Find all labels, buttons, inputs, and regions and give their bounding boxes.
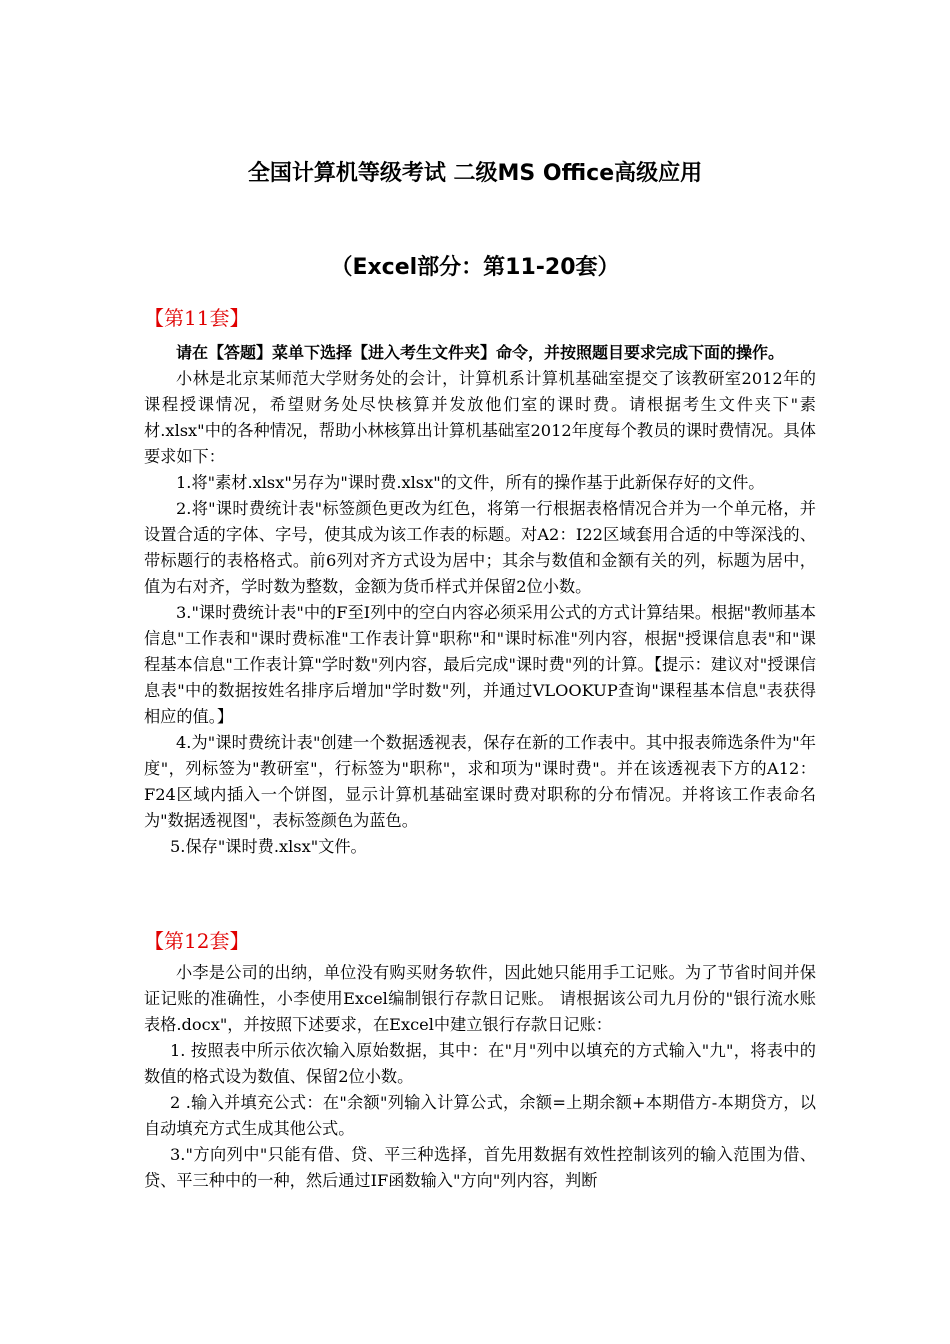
set-12-intro: 小李是公司的出纳，单位没有购买财务软件，因此她只能用手工记账。为了节省时间并保证记账的准确性，小李使用Excel编制银行存款日记账。 请根据该公司九月份的"银行流水账表格.docx"，并按照下述要求，在Excel中建立银行存款日记账： bbox=[144, 963, 816, 1034]
set-11-body bbox=[144, 340, 816, 860]
set-11-instruction: 请在【答题】菜单下选择【进入考生文件夹】命令，并按照题目要求完成下面的操作。 bbox=[176, 343, 785, 362]
set-11-heading: 【第11套】 bbox=[144, 306, 250, 330]
set-11-item-1: 1.将"素材.xlsx"另存为"课时费.xlsx"的文件，所有的操作基于此新保存好的文件。 bbox=[176, 473, 765, 492]
set-12-item-1: 1. 按照表中所示依次输入原始数据，其中：在"月"列中以填充的方式输入"九"，将表中的数值的格式设为数值、保留2位小数。 bbox=[144, 1041, 816, 1086]
set-11-intro: 小林是北京某师范大学财务处的会计，计算机系计算机基础室提交了该教研室2012年的课程授课情况，希望财务处尽快核算并发放他们室的课时费。请根据考生文件夹下"素材.xlsx"中的各种情况，帮助小林核算出计算机基础室2012年度每个教员的课时费情况。具体要求如下： bbox=[144, 369, 816, 466]
set-12-body bbox=[144, 960, 816, 1194]
set-12-item-2: 2 .输入并填充公式：在"余额"列输入计算公式，余额=上期余额+本期借方-本期贷方，以自动填充方式生成其他公式。 bbox=[144, 1093, 816, 1138]
set-12-heading: 【第12套】 bbox=[144, 929, 250, 953]
document-title: 全国计算机等级考试 二级MS Office高级应用 bbox=[247, 161, 703, 186]
set-11-item-2: 2.将"课时费统计表"标签颜色更改为红色，将第一行根据表格情况合并为一个单元格，并设置合适的字体、字号，使其成为该工作表的标题。对A2：I22区域套用合适的中等深浅的、带标题行的表格格式。前6列对齐方式设为居中；其余与数值和金额有关的列，标题为居中，值为右对齐，学时数为整数，金额为货币样式并保留2位小数。 bbox=[144, 499, 816, 596]
set-12-item-3: 3."方向列中"只能有借、贷、平三种选择，首先用数据有效性控制该列的输入范围为借、贷、平三种中的一种，然后通过IF函数输入"方向"列内容，判断 bbox=[144, 1145, 816, 1190]
set-11-item-3: 3."课时费统计表"中的F至I列中的空白内容必须采用公式的方式计算结果。根据"教师基本信息"工作表和"课时费标准"工作表计算"职称"和"课时标准"列内容，根据"授课信息表"和"课程基本信息"工作表计算"学时数"列内容，最后完成"课时费"列的计算。【提示：建议对"授课信息表"中的数据按姓名排序后增加"学时数"列，并通过VLOOKUP查询"课程基本信息"表获得相应的值。】 bbox=[144, 603, 816, 726]
set-11-item-4: 4.为"课时费统计表"创建一个数据透视表，保存在新的工作表中。其中报表筛选条件为"年度"，列标签为"教研室"，行标签为"职称"，求和项为"课时费"。并在该透视表下方的A12：F24区域内插入一个饼图，显示计算机基础室课时费对职称的分布情况。并将该工作表命名为"数据透视图"，表标签颜色为蓝色。 bbox=[144, 733, 816, 830]
document-subtitle: （Excel部分：第11-20套） bbox=[330, 255, 620, 280]
set-11-item-5: 5.保存"课时费.xlsx"文件。 bbox=[170, 837, 367, 856]
